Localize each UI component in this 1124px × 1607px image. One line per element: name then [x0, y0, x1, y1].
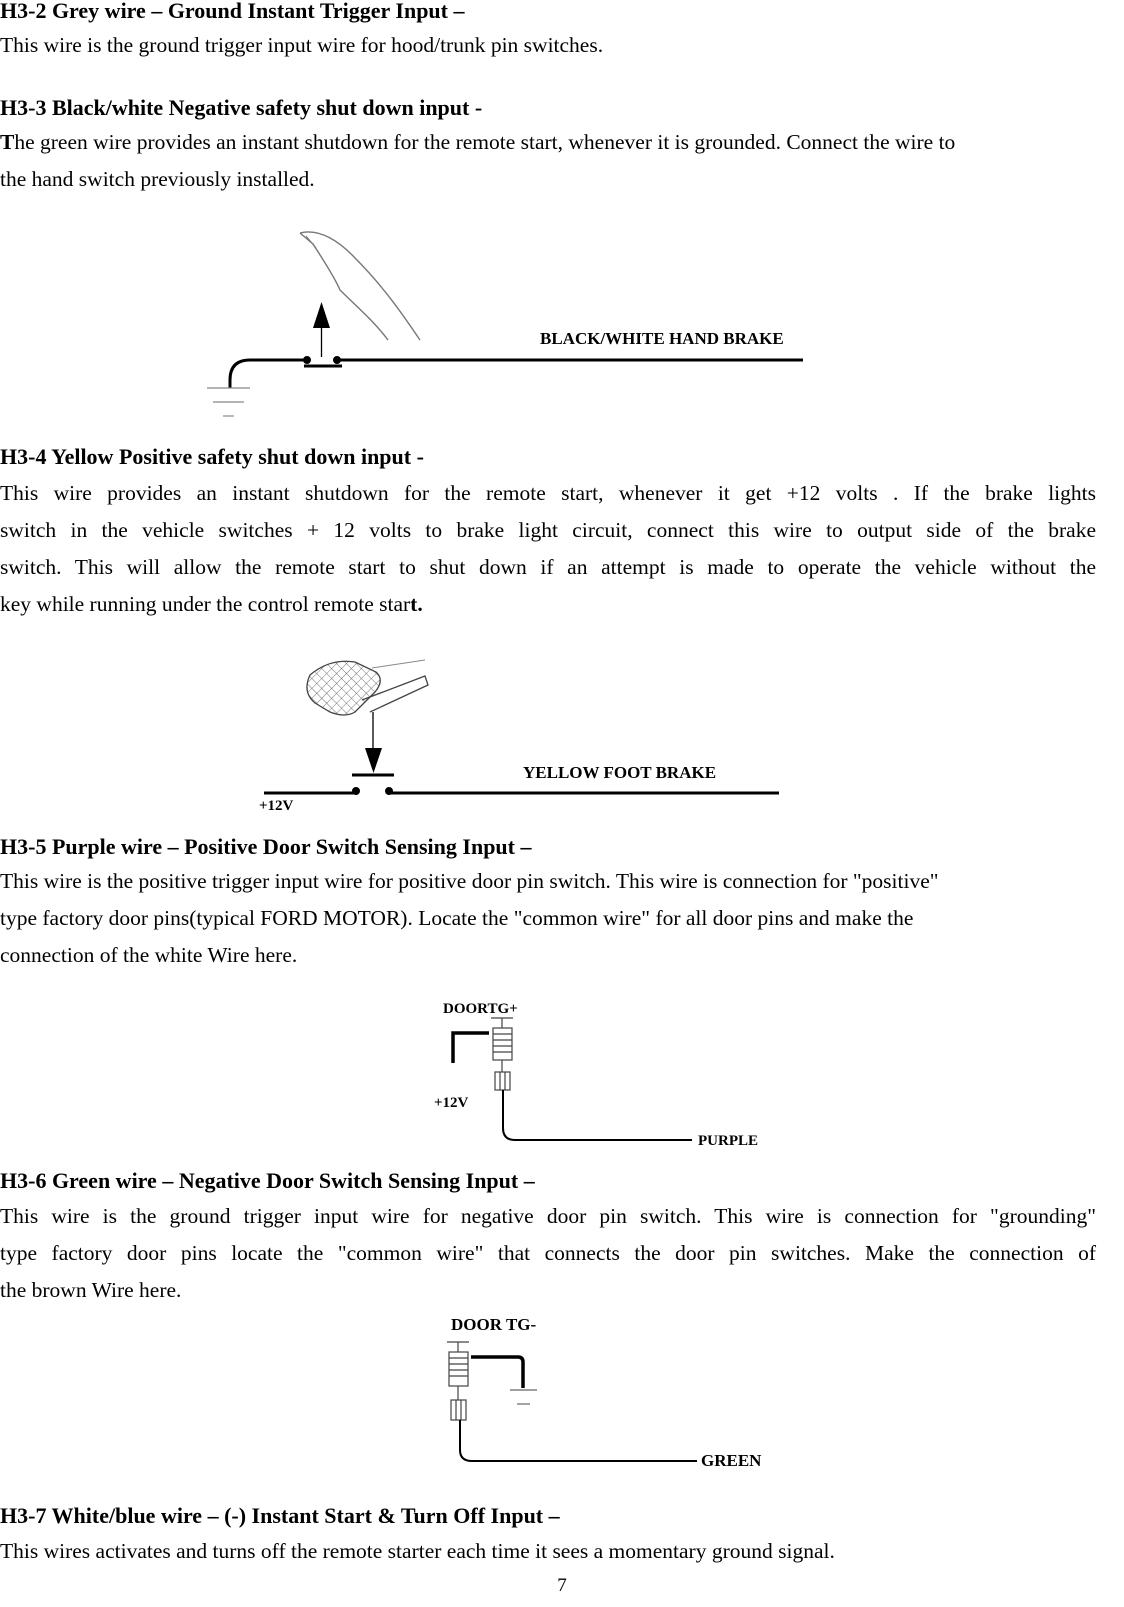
push-arrow-icon [365, 748, 382, 773]
paragraph-h3-5-line-2: type factory door pins(typical FORD MOTOR). Locate the "common wire" for all door pins and make the [0, 906, 914, 930]
hand-brake-diagram [0, 220, 1124, 430]
paragraph-h3-4-line-2: switch in the vehicle switches + 12 volts to brake light circuit, connect this wire to output side of the brake [0, 518, 1096, 542]
push-arrow-icon [313, 302, 330, 328]
heading-h3-6: H3-6 Green wire – Negative Door Switch Sensing Input – [0, 1168, 535, 1193]
paragraph-h3-6 [0, 1198, 1096, 1309]
paragraph-h3-2 [0, 27, 1096, 64]
door-pin-switch-icon [491, 1018, 513, 1090]
foot-brake-diagram [0, 640, 1124, 820]
door-trigger-negative-diagram [0, 1340, 1124, 1475]
ground-symbol-icon [207, 388, 250, 416]
paragraph-h3-6-line-1: This wire is the ground trigger input wire for negative door pin switch. This wire is connection for "grounding" [0, 1204, 1096, 1228]
heading-h3-2: H3-2 Grey wire – Ground Instant Trigger Input – [0, 0, 465, 23]
door-trigger-positive-diagram [0, 1010, 1124, 1150]
paragraph-h3-3-line-1: The green wire provides an instant shutdown for the remote start, whenever it is grounded. Connect the wire to [0, 130, 956, 154]
door-positive-top-label: DOORTG+ [443, 1001, 518, 1017]
heading-h3-4: H3-4 Yellow Positive safety shut down input - [0, 444, 424, 469]
door-positive-voltage-label: +12V [434, 1095, 469, 1111]
page-number: 7 [557, 1575, 567, 1596]
paragraph-h3-5-line-3: connection of the white Wire here. [0, 943, 298, 967]
paragraph-h3-4-line-1: This wire provides an instant shutdown for the remote start, whenever it get +12 volts . If the brake lights [0, 481, 1096, 505]
purple-wire-label: PURPLE [698, 1133, 758, 1149]
drop-letter: T [0, 130, 15, 154]
paragraph-h3-7-line: This wires activates and turns off the remote starter each time it sees a momentary ground signal. [0, 1539, 835, 1563]
paragraph-h3-3 [0, 124, 1096, 198]
hand-brake-wire-label: BLACK/WHITE HAND BRAKE [540, 329, 784, 348]
paragraph-h3-6-line-2: type factory door pins locate the "common wire" that connects the door pin switches. Make the connection of [0, 1241, 1096, 1265]
foot-pedal-icon [307, 660, 428, 715]
ground-symbol-icon [510, 1390, 537, 1404]
foot-brake-voltage-label: +12V [259, 798, 294, 814]
heading-h3-5: H3-5 Purple wire – Positive Door Switch Sensing Input – [0, 834, 532, 859]
paragraph-h3-7 [0, 1533, 1096, 1570]
heading-h3-3: H3-3 Black/white Negative safety shut down input - [0, 95, 483, 120]
paragraph-h3-4 [0, 475, 1096, 623]
paragraph-h3-5 [0, 863, 1096, 974]
paragraph-h3-2-line: This wire is the ground trigger input wire for hood/trunk pin switches. [0, 33, 604, 57]
door-pin-switch-icon [447, 1342, 469, 1420]
paragraph-h3-4-line-4: key while running under the control remote start. [0, 592, 423, 616]
green-wire-label: GREEN [701, 1451, 762, 1470]
heading-h3-7: H3-7 White/blue wire – (-) Instant Start & Turn Off Input – [0, 1503, 560, 1528]
paragraph-h3-5-line-1: This wire is the positive trigger input wire for positive door pin switch. This wire is connection for "positive" [0, 869, 939, 893]
door-negative-top-label: DOOR TG- [451, 1315, 537, 1334]
foot-brake-wire-label: YELLOW FOOT BRAKE [523, 763, 717, 782]
paragraph-h3-6-line-3: the brown Wire here. [0, 1278, 182, 1302]
paragraph-h3-3-line-2: the hand switch previously installed. [0, 167, 315, 191]
paragraph-h3-4-line-3: switch. This will allow the remote start to shut down if an attempt is made to operate the vehicle without the [0, 555, 1096, 579]
